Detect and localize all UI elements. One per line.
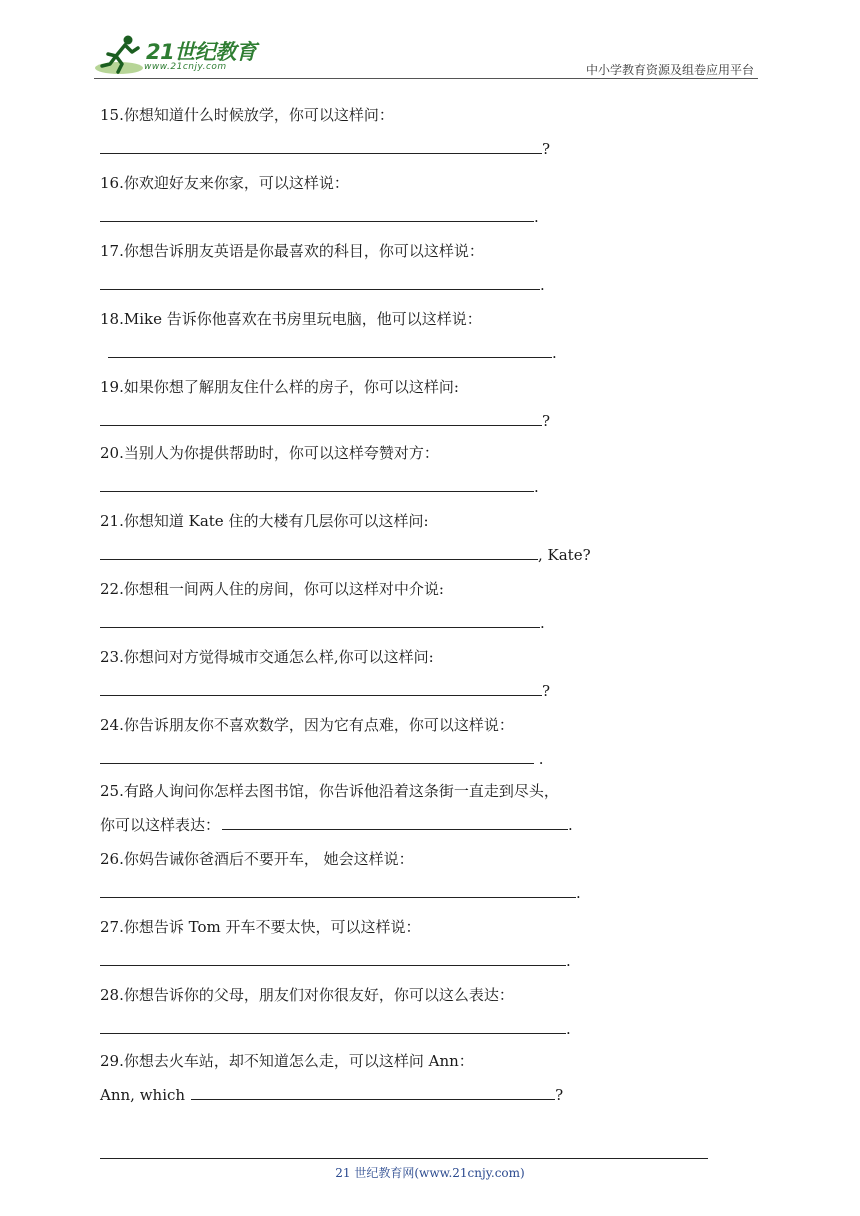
question-prompt: 29.你想去火车站，却不知道怎么走，可以这样问 Ann：	[100, 1052, 474, 1070]
question-prompt: 15.你想知道什么时候放学，你可以这样问：	[100, 106, 394, 124]
answer-suffix: ?	[542, 682, 551, 700]
question-prompt: 27.你想告诉 Tom 开车不要太快，可以这样说：	[100, 918, 421, 936]
answer-blank[interactable]	[100, 1019, 566, 1034]
answer-suffix: ?	[555, 1086, 564, 1104]
answer-line	[100, 138, 550, 160]
logo-url: www.21cnjy.com	[144, 62, 227, 72]
answer-blank[interactable]	[108, 343, 552, 358]
site-logo	[94, 34, 264, 78]
footer-divider	[100, 1158, 708, 1159]
answer-suffix: .	[566, 1020, 571, 1038]
answer-suffix: .	[534, 478, 539, 496]
answer-line	[100, 1084, 563, 1106]
answer-blank[interactable]	[100, 749, 534, 764]
question-prompt: 24.你告诉朋友你不喜欢数学，因为它有点难，你可以这样说：	[100, 716, 514, 734]
answer-blank[interactable]	[100, 545, 538, 560]
question-prompt: 28.你想告诉你的父母，朋友们对你很友好，你可以这么表达：	[100, 986, 514, 1004]
answer-line	[100, 206, 539, 228]
answer-suffix: .	[552, 344, 557, 362]
answer-blank[interactable]	[100, 477, 534, 492]
answer-blank[interactable]	[100, 883, 576, 898]
answer-blank[interactable]	[100, 207, 534, 222]
answer-suffix: .	[540, 614, 545, 632]
question-prompt: 18.Mike 告诉你他喜欢在书房里玩电脑，他可以这样说：	[100, 310, 482, 328]
footer-link[interactable]: 21 世纪教育网(www.21cnjy.com)	[335, 1166, 525, 1180]
logo-text: 21世纪教育	[146, 40, 257, 64]
question-prompt: 22.你想租一间两人住的房间，你可以这样对中介说:	[100, 580, 444, 598]
answer-blank[interactable]	[100, 951, 566, 966]
answer-suffix: ?	[542, 412, 551, 430]
page-header	[0, 0, 860, 80]
answer-suffix: .	[534, 750, 544, 768]
answer-line	[100, 748, 544, 770]
answer-line	[100, 544, 591, 566]
answer-line	[100, 476, 539, 498]
answer-prefix: Ann, which	[100, 1086, 186, 1104]
question-prompt: 23.你想问对方觉得城市交通怎么样,你可以这样问:	[100, 648, 434, 666]
question-prompt: 21.你想知道 Kate 住的大楼有几层你可以这样问:	[100, 512, 429, 530]
answer-blank[interactable]	[100, 613, 540, 628]
question-prompt: 20.当别人为你提供帮助时，你可以这样夸赞对方：	[100, 444, 439, 462]
answer-blank[interactable]	[100, 681, 542, 696]
answer-suffix: .	[540, 276, 545, 294]
platform-name: 中小学教育资源及组卷应用平台	[585, 63, 754, 77]
answer-suffix: .	[576, 884, 581, 902]
runner-icon	[94, 34, 144, 78]
answer-suffix: , Kate?	[538, 546, 591, 564]
question-prompt: 25.有路人询问你怎样去图书馆，你告诉他沿着这条街一直走到尽头，	[100, 782, 559, 800]
answer-suffix: .	[568, 816, 573, 834]
answer-blank[interactable]	[100, 411, 542, 426]
question-prompt: 26.你妈告诫你爸酒后不要开车， 她会这样说：	[100, 850, 414, 868]
answer-line	[100, 680, 550, 702]
answer-line	[100, 814, 573, 836]
answer-suffix: .	[566, 952, 571, 970]
answer-line	[108, 342, 557, 364]
answer-suffix: .	[534, 208, 539, 226]
answer-line	[100, 612, 545, 634]
answer-suffix: ?	[542, 140, 551, 158]
question-prompt: 19.如果你想了解朋友住什么样的房子，你可以这样问:	[100, 378, 459, 396]
answer-blank[interactable]	[100, 139, 542, 154]
answer-blank[interactable]	[191, 1085, 555, 1100]
answer-blank[interactable]	[100, 275, 540, 290]
answer-blank[interactable]	[222, 815, 568, 830]
header-divider	[94, 78, 758, 79]
question-prompt: 16.你欢迎好友来你家，可以这样说：	[100, 174, 349, 192]
answer-line	[100, 1018, 571, 1040]
answer-line	[100, 950, 571, 972]
answer-line	[100, 274, 545, 296]
answer-line	[100, 410, 550, 432]
answer-line	[100, 882, 581, 904]
question-prompt: 17.你想告诉朋友英语是你最喜欢的科目，你可以这样说：	[100, 242, 484, 260]
answer-prefix: 你可以这样表达：	[100, 816, 221, 834]
